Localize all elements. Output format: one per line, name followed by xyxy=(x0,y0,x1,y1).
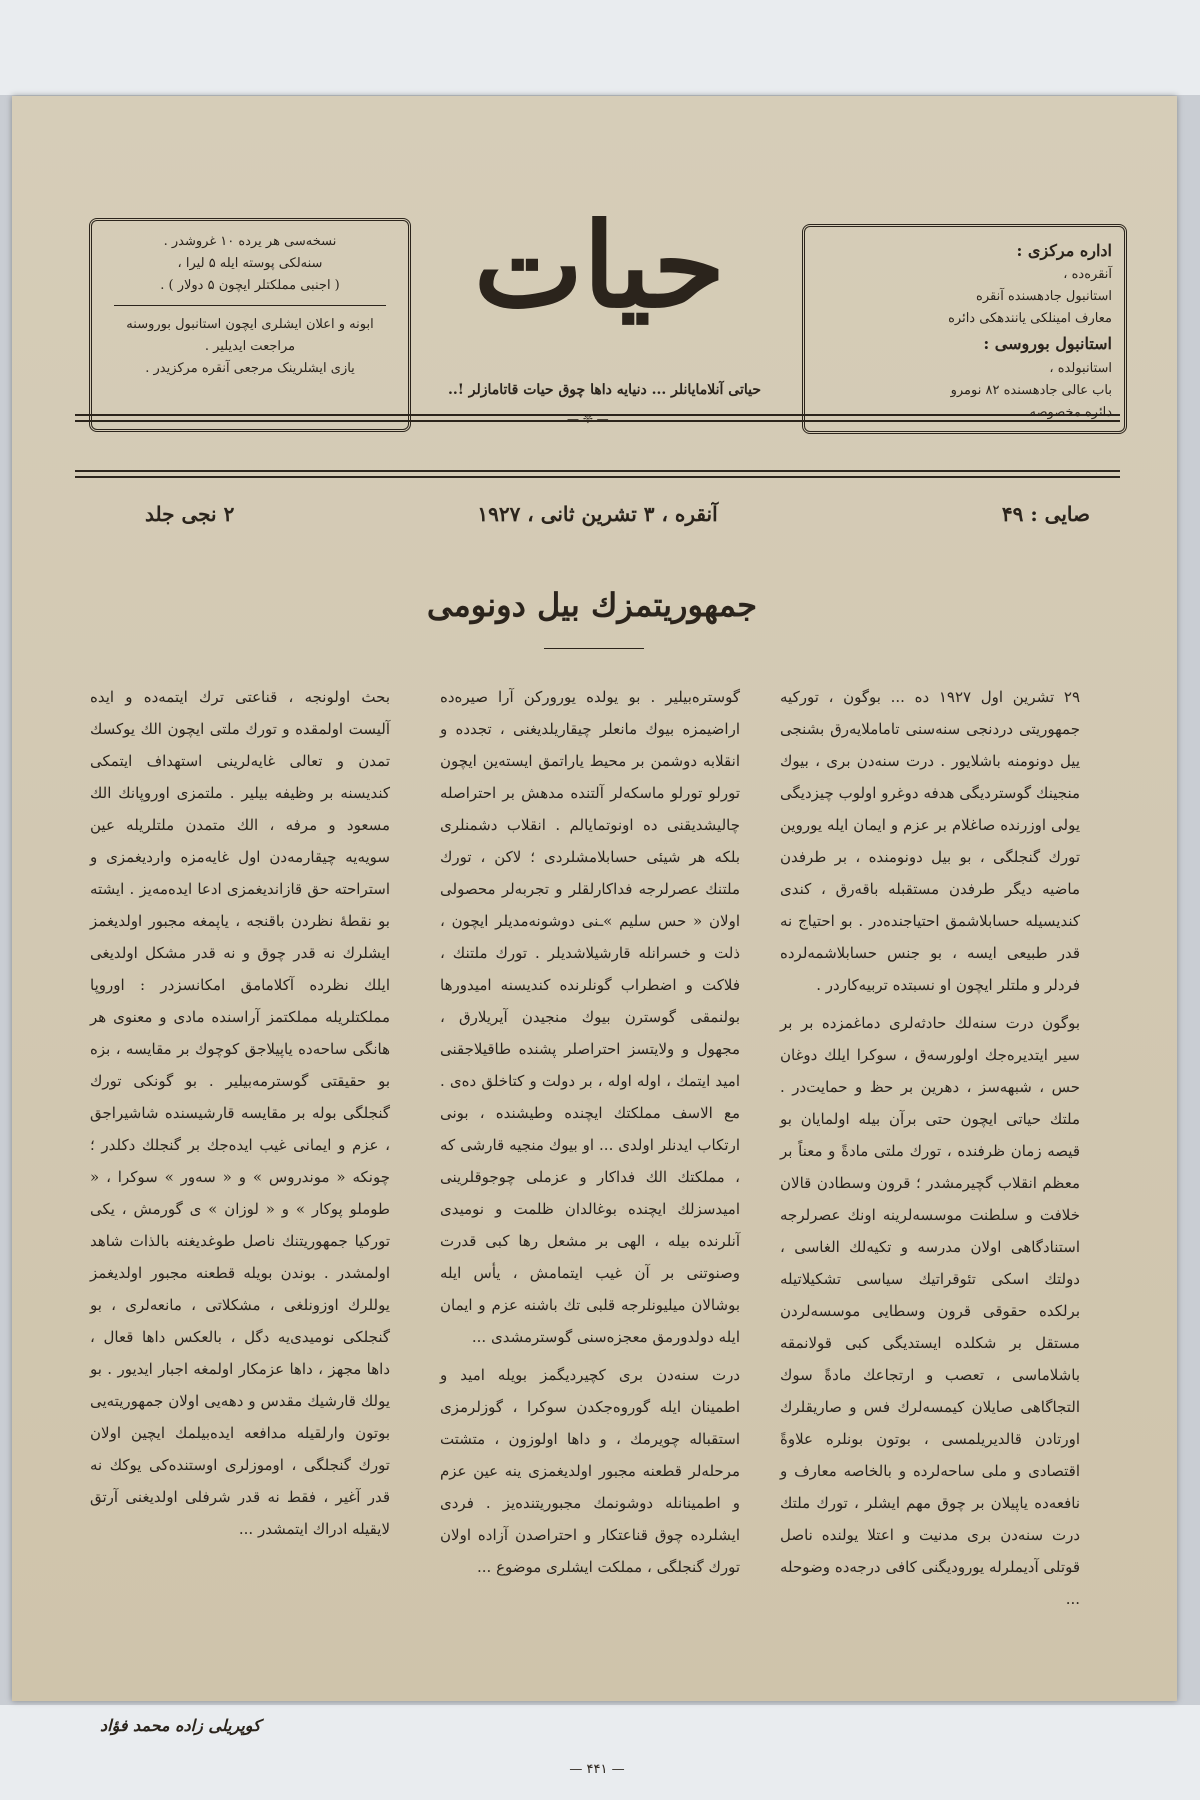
subscription-box xyxy=(89,218,411,432)
subscription-annual: سنه‌لکی پوسته ایله ۵ لیرا ، xyxy=(177,256,323,272)
office-box xyxy=(802,224,1127,434)
bottom-rule xyxy=(75,470,1120,472)
issue-number: صایی : ۴۹ xyxy=(1001,502,1090,526)
column-3-paragraph: بحث اولونجه ، قناعتی ترك ایتمه‌ده و ایده آلیست اولمقده و تورك ملتی ایچون الك یوکسك تمدن و تعالی غایه‌لرینی استهداف ایتمکی کندیسنه بر وظیفه بیلیر . ملتمزی اوروپانك الك مسعود و مرفه ، الك متمدن ملتلریله عین سویه‌یه چیقارمه‌دن اول غایه‌مزه واردیغمزی و استراحته حق قازاندیغمزی ادعا ایده‌مه‌یز . ایشته بو نقطهٔ نظردن باقنجه ، یاپمغه مجبور اولدیغمز ایشلرك نه قدر چوق و نه قدر مشکل اولدیغی ایلك نظرده آکلامامق امکانسزدر : اوروپا مملکتلریله مملکتمز آراسنده مادی و معنوی هر هانگی ساحه‌ده یاپیلاجق کوچوك بر مقایسه ، بزه بو حقیقتی گوسترمه‌بیلیر . بو گونکی تورك گنجلگی بوله بر مقایسه قارشیسنده شاشیراجق ، عزم و ایمانی غیب ایده‌جك بر گنجلك دکلدر ؛ چونکه « موندروس » و « سه‌ور » سوکرا ، « طوملو پوکار » و « لوزان » ی گورمش ، یکی تورکیا جمهوریتنك ناصل طوغدیغنه بالذات شاهد اولمشدر . بوندن بویله قطعنه مجبور اولدیغمز یوللرك اوزونلغی ، مشکلاتی ، مانعه‌لری ، بو گنجلکی نومیدی‌یه دگل ، بالعکس داها قعال ، داها مجهز ، داها عزمکار اولمغه اجبار ایدیور . بو یولك قارشیك مقدس و دهه‌یی اولان جمهوریته‌یی بوتون وارلقیله مدافعه ایده‌بیلمك ایچین اولان تورك گنجلگی ، اوموزلری اوستنده‌کی یوکك نه قدر آغیر ، فقط نه قدر شرفلی اولدیغنی آرتق لایقیله ادراك ایتمشدر ... xyxy=(90,688,390,1538)
article-column-1 xyxy=(780,681,1080,1621)
subscription-foreign: ( اجنبی مملکتلر ایچون ۵ دولار ) . xyxy=(160,278,340,294)
office-address-istanbul: باب عالی جادهسنده ۸۲ نومرو xyxy=(950,382,1112,398)
issue-volume: ۲ نجی جلد xyxy=(145,502,235,526)
masthead-title: حیات xyxy=(473,198,726,334)
newspaper-page xyxy=(12,96,1177,1777)
subscription-price: نسخه‌سی هر یرده ۱۰ غروشدر . xyxy=(163,234,337,249)
subscription-ads-note: ابونه و اعلان ایشلری ایچون استانبول بوروسنه xyxy=(126,317,374,333)
office-city-istanbul: استانبولده ، xyxy=(1049,360,1112,376)
motto-ornament: — ❊ — xyxy=(567,412,609,426)
office-address-ankara: استانبول جادهسنده آنقره xyxy=(976,289,1112,305)
top-rule-2 xyxy=(75,420,1120,422)
top-rule xyxy=(75,414,1120,416)
subscription-divider xyxy=(114,305,386,306)
article-column-2 xyxy=(440,681,740,1589)
author-signature: کوپریلی زاده محمد فؤاد xyxy=(100,1716,261,1735)
office-label-istanbul: استانبول بوروسی : xyxy=(983,334,1112,354)
page-number: — ۴۴۱ — xyxy=(569,1762,625,1777)
bottom-rule-2 xyxy=(75,476,1120,478)
column-2-paragraph: گوستره‌بیلیر . بو یولده یوروركن آرا صیره‌ده اراضیمزه بیوك مانعلر چیقاریلدیغنی ، تجدده و انقلابه دوشمن بر محیط یاراتمق ایسته‌ین ایچون تورلو تورلو ماسکه‌لر آلتنده مدهش بر احتراصله چالیشدیقنی ده اونوتمایالم . انقلاب دشمنلری بلکه هر شیئی حسابلامشلردی ؛ لاکن ، تورك ملتنك عصرلرجه فداکارلقلر و تجربه‌لر محصولی اولان « حس سلیم »ـنی دوشونه‌مدیلر ایچون ، ذلت و خسرانله قارشیلاشدیلر . تورك ملتنك ، فلاکت و اضطراب گونلرنده کندیسنه امیدورها بولنمقی گوسترن بیوك منجیدن آیریلارق ، مجهول و ولایتسز احتراصلر پشنده طاقیلاجقنی امید ایتمك ، اوله اوله ، بر دولت و کتاخلق ده‌ی . مع الاسف مملکتك ایچنده وطیشنده ، بونی ارتکاب ایدنلر اولدی ... او بیوك منجیه قارشی که ، مملکتك الك فداکار و عزملی چوجوقلرینی امیدسزلك ایچنده بوغالدان ظلمت و نومیدی آنلرنده بیله ، الهی بر مشعل رها کبی قدرت وصنوتنی بر آن غیب ایتمامش ، یأس ایله بوشالان میلیونلرجه قلبی تك باشنه عزم و ایمان ایله دولدورمق معجزه‌سنی گوسترمشدی ... xyxy=(440,688,740,1346)
column-2-paragraph: درت سنه‌دن بری کچیردیگمز بویله امید و اطمینان ایله گوروه‌جکدن سوکرا ، گوزلرمزی استقباله چویرمك ، و داها اولوزون ، متشتت مرحله‌لر قطعنه مجبور اولدیغمزی ینه عین عزم و اطمینانله دوشونمك مجبوریتنده‌یز . فردی ایشلرده چوق قناعتکار و احتراصدن آزاده اولان تورك گنجلگی ، مملکت ایشلری موضوع ... xyxy=(440,1366,740,1576)
column-1-paragraph: بوگون درت سنه‌لك حادثه‌لری دماغمزده بر بر سیر ایتدیره‌جك اولورسه‌ق ، سوکرا ایلك دوغان حس ، شبهه‌سز ، دهرین بر حظ و حمایت‌در . ملتك حیاتی ایچون حتی برآن بیله اولمایان بو قیصه زمان ظرفنده ، تورك ملتی مادةً و معناً بر معظم انقلاب گچیرمشدر ؛ قرون وسطادن قالان خلافت و سلطنت موسسه‌لرینه اونك عصرلرجه استنادگاهی اولان مدرسه و تکیه‌لك الغاسی ، دولتك اسکی تئوقراتیك سیاسی تشکیلاتیله برلکده حقوقی قرون وسطایی موسسه‌لردن مستقل بر شکلده ایستدیگی کبی قولانمقه باشلاماسی ، تعصب و ارتجاعك مادةً سوك التجاگاهی صایلان کیمسه‌لرك فس و صاریقلرك اورتادن قالدیریلمسی ، بوتون بونلره علاوةً اقتصادی و ملی ساحه‌لرده و بالخاصه معارف و نافعه‌ده یاپیلان بر چوق مهم ایشلر ، تورك ملتك درت سنه‌دن بری مدنیت و اعتلا یولنده ناصل قوتلی آدیملرله یورودیگنی کافی درجه‌ده وضوحله ... xyxy=(780,1014,1080,1608)
column-1-paragraph: ۲۹ تشرین اول ۱۹۲۷ ده ... بوگون ، تورکیه جمهوریتی دردنجی سنه‌سنی تاماملایه‌رق بشنجی ییل دونومنه باشلایور . درت سنه‌دن بری ، بیوك منجینك گوستردیگی هدفه دوغرو اولوب چیزدیگی یولی اوزرنده صاغلام بر عزم و ایمان ایله یوروین تورك گنجلگی ، بو بیل دونومنده ، بر طرفدن ماضیه دیگر طرفدن مستقبله باقه‌رق ، کندی کندیسیله حسابلاشمق احتیاجنده‌در . بو احتیاج نه قدر طبیعی ایسه ، بو جنس حسابلاشمه‌لرده فردلر و ملتلر ایچون او نسبتده تربیه‌کاردر . xyxy=(780,688,1081,994)
subscription-ads-note-2: مراجعت ایدیلیر . xyxy=(204,339,296,355)
issue-bar xyxy=(75,492,1120,536)
article-column-3 xyxy=(90,681,390,1551)
office-label-center: اداره مرکزی : xyxy=(1016,241,1112,260)
masthead-motto: حیاتی آنلامایانلر ... دنیایه داها چوق حیات قاتامازلر !.. xyxy=(447,382,762,398)
article-headline: جمهوریتمزك بیل دونومی xyxy=(426,586,758,624)
office-city-ankara: آنقره‌ده ، xyxy=(1063,267,1112,283)
subscription-editorial-note: یازی ایشلرینک مرجعی آنقره مرکزیدر . xyxy=(145,361,355,377)
office-address-ankara-2: معارف امینلکی یانندهکی دائره xyxy=(948,311,1112,327)
issue-date: آنقره ، ۳ تشرین ثانی ، ۱۹۲۷ xyxy=(477,502,718,526)
office-address-istanbul-2: دائره مخصوصه xyxy=(1029,404,1112,420)
headline-rule xyxy=(544,648,644,649)
